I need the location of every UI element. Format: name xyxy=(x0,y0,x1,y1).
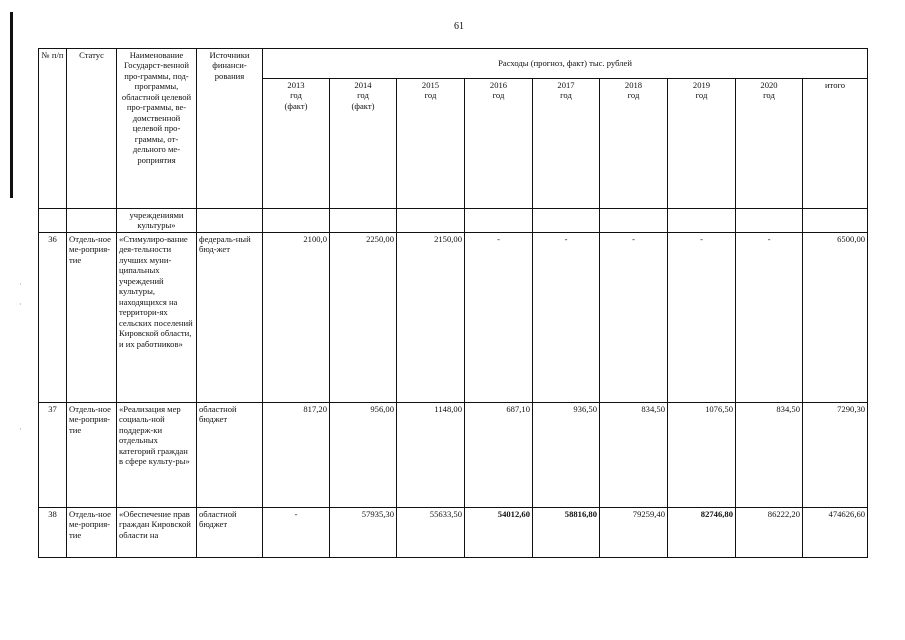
row-value-2015: 55633,50 xyxy=(397,508,465,558)
row-value-2018: 79259,40 xyxy=(600,508,668,558)
row-name: «Реализация мер социаль-ной поддерж-ки отдельных категорий граждан в сфере культу-ры» xyxy=(117,403,197,508)
row-status: Отдель-ное ме-роприя-тие xyxy=(67,508,117,558)
row-value-2017: - xyxy=(533,233,600,403)
header-year-2018: 2018 год xyxy=(600,79,668,209)
row-name: «Стимулиро-вание дея-тельности лучших муни-ципальных учреждений культуры, находящихся на территори-ях сельских поселений Кировской области, и их работников» xyxy=(117,233,197,403)
header-year-2019: 2019 год xyxy=(668,79,736,209)
margin-tick: · xyxy=(19,300,22,309)
row-number: 37 xyxy=(39,403,67,508)
row-value-2014: 2250,00 xyxy=(330,233,397,403)
row-value-2019: - xyxy=(668,233,736,403)
row-value-2020: - xyxy=(736,233,803,403)
row-value-2018: 834,50 xyxy=(600,403,668,508)
row-value-2014: 956,00 xyxy=(330,403,397,508)
row-value-2016: - xyxy=(465,233,533,403)
table-row xyxy=(39,508,868,558)
row-value-2015: 1148,00 xyxy=(397,403,465,508)
row-value-2015: 2150,00 xyxy=(397,233,465,403)
row-value-2017: 58816,80 xyxy=(533,508,600,558)
row-status: Отдель-ное ме-роприя-тие xyxy=(67,403,117,508)
header-year-2020: 2020 год xyxy=(736,79,803,209)
row-number: 36 xyxy=(39,233,67,403)
header-year-2017: 2017 год xyxy=(533,79,600,209)
header-year-2016: 2016 год xyxy=(465,79,533,209)
left-margin-bar xyxy=(10,12,13,198)
row-value-2020: 86222,20 xyxy=(736,508,803,558)
row-total: 474626,60 xyxy=(803,508,868,558)
header-expenses: Расходы (прогноз, факт) тыс. рублей xyxy=(263,49,868,79)
row-source: федераль-ный бюд-жет xyxy=(197,233,263,403)
row-source: областной бюджет xyxy=(197,403,263,508)
page-number: 61 xyxy=(454,21,464,32)
row-number: 38 xyxy=(39,508,67,558)
header-year-2015: 2015 год xyxy=(397,79,465,209)
row-value-2013: 2100,0 xyxy=(263,233,330,403)
header-total: итого xyxy=(803,79,868,209)
continuation-text: учреждениями культуры» xyxy=(117,209,197,233)
row-source: областной бюджет xyxy=(197,508,263,558)
table-row xyxy=(39,403,868,508)
row-value-2014: 57935,30 xyxy=(330,508,397,558)
row-value-2019: 82746,80 xyxy=(668,508,736,558)
row-value-2020: 834,50 xyxy=(736,403,803,508)
row-name: «Обеспечение прав граждан Кировской области на xyxy=(117,508,197,558)
header-year-2013: 2013 год (факт) xyxy=(263,79,330,209)
header-year-2014: 2014 год (факт) xyxy=(330,79,397,209)
header-status: Статус xyxy=(67,49,117,209)
margin-tick: · xyxy=(19,425,22,434)
row-total: 6500,00 xyxy=(803,233,868,403)
row-value-2013: - xyxy=(263,508,330,558)
row-value-2013: 817,20 xyxy=(263,403,330,508)
row-value-2016: 54012,60 xyxy=(465,508,533,558)
header-row-top xyxy=(39,49,868,79)
header-no: № п/п xyxy=(39,49,67,209)
table-row xyxy=(39,233,868,403)
row-value-2019: 1076,50 xyxy=(668,403,736,508)
row-status: Отдель-ное ме-роприя-тие xyxy=(67,233,117,403)
table-row-continuation xyxy=(39,209,868,233)
budget-table xyxy=(38,48,868,558)
row-value-2016: 687,10 xyxy=(465,403,533,508)
header-name: Наименование Государст-венной про-граммы, под-программы, областной целевой про-граммы, ве-домственной целевой про-граммы, от-дельного ме-роприятия xyxy=(117,49,197,209)
row-value-2017: 936,50 xyxy=(533,403,600,508)
header-source: Источники финанси-рования xyxy=(197,49,263,209)
row-total: 7290,30 xyxy=(803,403,868,508)
row-value-2018: - xyxy=(600,233,668,403)
margin-tick: · xyxy=(19,280,22,289)
